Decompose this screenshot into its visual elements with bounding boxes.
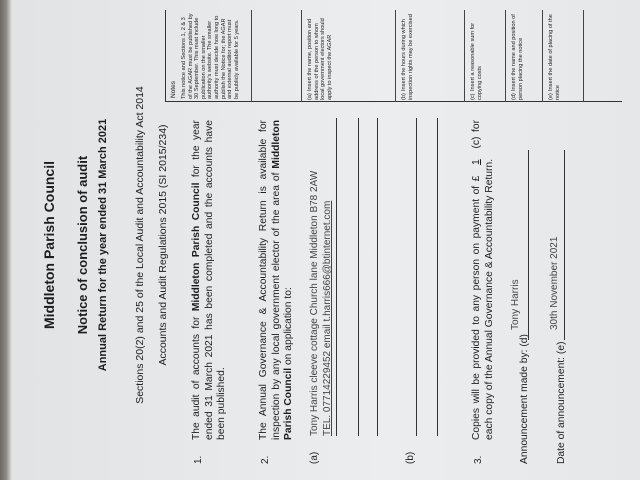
para1-number: 1.: [193, 455, 204, 464]
note-e-tag: (e): [548, 93, 554, 100]
note-intro: This notice and Sections 1, 2 & 3 of the AGAR must be published by 30 September. This must include publication on the smaller authority's website. The smaller authority must decide how long to publish the Notice for; the AGAR and external auditor report must be publicly available for 5 years.: [181, 13, 240, 99]
note-e: [548, 12, 561, 100]
para2-b-label: (b): [405, 451, 416, 464]
announcement-date-value: 30th November 2021: [549, 236, 560, 330]
para1-bold: Middleton Parish Council: [191, 182, 202, 312]
para2-bold-2: Parish Council: [283, 367, 295, 440]
fill-line: [336, 118, 337, 436]
notes-divider: [542, 10, 543, 102]
para1-post: for the year ended 31 March 2021 has been completed and the accounts have been published.: [191, 120, 228, 440]
para1-text: [191, 120, 229, 440]
note-d-text: Insert the name and position of person placing the notice: [511, 14, 524, 100]
para3-number: 3.: [473, 455, 484, 464]
fill-line: [416, 118, 417, 436]
fill-line: [377, 118, 378, 436]
note-c-tag: (c): [470, 93, 476, 100]
para2-text: [258, 120, 296, 440]
note-a-text: Insert the name, position and address of the person to whom local government electors should apply to inspect the AGAR: [307, 18, 333, 100]
note-a: [307, 12, 333, 100]
note-d-tag: (d): [511, 93, 517, 100]
note-c: [470, 12, 483, 100]
announcement-made-by-label: Announcement made by: (d): [519, 334, 530, 464]
note-d: [511, 12, 524, 100]
notes-divider: [583, 10, 584, 102]
fill-line: [564, 150, 565, 340]
notes-divider: [301, 10, 302, 102]
para2-pre: The Annual Governance & Accountability Return is available for inspection by any local government elector of the area of: [258, 120, 282, 440]
sections-line: Sections 20(2) and 25 of the Local Audit and Accountability Act 2014: [134, 86, 146, 404]
para3-post: (c) for each copy of the Annual Governance & Accountability Return.: [471, 120, 495, 440]
para2-bold-1: Middleton: [270, 120, 282, 169]
regulations-line: Accounts and Audit Regulations 2015 (SI 2015/234): [157, 124, 169, 366]
para2-post: on application to:: [283, 287, 295, 368]
para3-text: [471, 120, 496, 440]
para3-pre: Copies will be provided to any person on payment of £: [471, 171, 482, 440]
notes-divider: [251, 10, 252, 102]
contact-address: Tony Harris cleeve cottage Church lane Middleton B78 2AW: [309, 170, 320, 436]
announcement-made-by-value: Tony Harris: [510, 279, 521, 330]
fill-line: [437, 118, 438, 436]
notes-divider: [505, 10, 506, 102]
note-b: [401, 12, 414, 100]
note-c-text: Insert a reasonable sum for copying costs: [470, 22, 483, 100]
annual-return-line: Annual Return for the year ended 31 March 2021: [97, 118, 109, 372]
fill-line: [528, 150, 529, 340]
fill-line: [358, 118, 359, 436]
announcement-date-label: Date of announcement: (e): [556, 341, 567, 464]
para2-a-label: (a): [309, 451, 320, 464]
note-b-tag: (b): [401, 93, 407, 100]
para1-pre: The audit of accounts for: [191, 311, 202, 440]
note-b-text: Insert the hours during which inspection rights may be exercised: [401, 14, 414, 100]
note-a-tag: (a): [307, 93, 313, 100]
note-e-text: Insert the date of placing of the notice: [548, 14, 561, 100]
notes-divider: [464, 10, 465, 102]
para2-number: 2.: [260, 455, 271, 464]
notes-divider: [395, 10, 396, 102]
notes-title: Notes: [170, 81, 177, 98]
rotated-sheet: [15, 10, 627, 480]
notice-title: Notice of conclusion of audit: [75, 155, 90, 335]
council-name: Middleton Parish Council: [41, 161, 57, 330]
copy-fee-amount: 1: [471, 159, 482, 165]
contact-phone-email: TEL. 07714229452 email t.harris666@btinternet.com: [322, 200, 333, 436]
